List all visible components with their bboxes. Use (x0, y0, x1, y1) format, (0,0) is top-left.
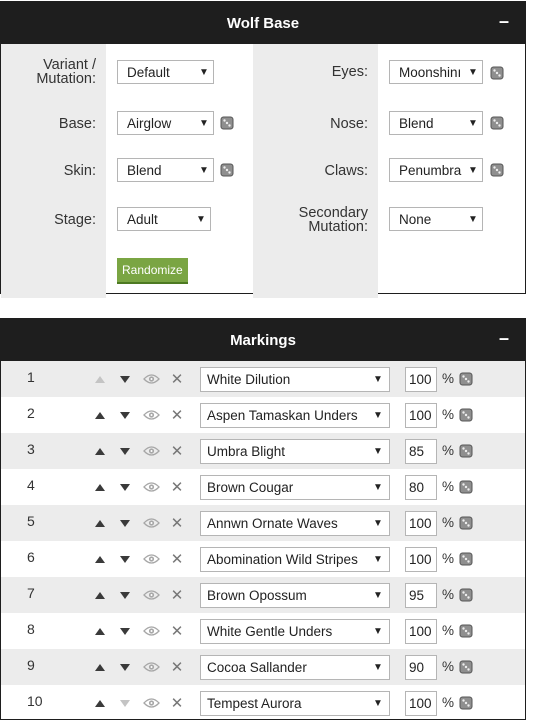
close-icon[interactable]: ✕ (170, 443, 184, 460)
marking-select[interactable] (200, 583, 390, 608)
marking-select-value: White Dilution (207, 372, 291, 387)
dropdown-arrow-icon: ▼ (199, 117, 209, 129)
claws-cell (378, 147, 525, 194)
marking-row (1, 541, 525, 577)
dropdown-arrow-icon: ▼ (468, 164, 478, 176)
empty-cell (253, 246, 378, 298)
marking-select-value: Umbra Blight (207, 444, 286, 459)
base-select[interactable] (117, 111, 214, 135)
secondary-mutation-select[interactable] (389, 207, 483, 231)
marking-select-value: Annwn Ornate Waves (207, 516, 338, 531)
marking-select-value: Cocoa Sallander (207, 660, 307, 675)
marking-row (1, 361, 525, 397)
dice-icon[interactable] (459, 480, 473, 494)
secondary-mutation-select-value: None (399, 211, 432, 227)
marking-select[interactable] (200, 511, 390, 536)
dice-icon[interactable] (459, 624, 473, 638)
move-up-icon[interactable] (90, 685, 110, 721)
percent-sign: % (442, 371, 455, 386)
stage-cell (106, 194, 253, 246)
nose-select-value: Blend (399, 115, 434, 131)
move-down-icon[interactable] (115, 541, 135, 577)
move-up-icon[interactable] (90, 613, 110, 649)
move-up-icon[interactable] (90, 505, 110, 541)
skin-label: Skin: (1, 147, 106, 194)
marking-number: 1 (27, 369, 35, 385)
markings-panel (0, 318, 526, 720)
move-down-icon[interactable] (115, 397, 135, 433)
wolf-base-grid (1, 44, 525, 298)
nose-label: Nose: (253, 100, 378, 147)
marking-select[interactable] (200, 691, 390, 716)
move-up-icon[interactable] (90, 469, 110, 505)
marking-row (1, 433, 525, 469)
randomize-button[interactable]: Randomize (117, 258, 188, 284)
dice-icon[interactable] (459, 696, 473, 710)
dice-icon[interactable] (220, 116, 234, 130)
marking-select-value: Tempest Aurora (207, 696, 302, 711)
close-icon[interactable]: ✕ (170, 695, 184, 712)
marking-opacity-input[interactable]: 85 (405, 439, 437, 464)
close-icon[interactable]: ✕ (170, 371, 184, 388)
percent-sign: % (442, 407, 455, 422)
move-down-icon[interactable] (115, 613, 135, 649)
dropdown-arrow-icon: ▼ (373, 482, 383, 493)
dropdown-arrow-icon: ▼ (468, 213, 478, 225)
dice-icon[interactable] (459, 516, 473, 530)
move-up-icon[interactable] (90, 577, 110, 613)
marking-row (1, 685, 525, 721)
marking-number: 4 (27, 477, 35, 493)
move-down-icon[interactable] (115, 361, 135, 397)
eye-icon[interactable] (141, 361, 161, 397)
close-icon[interactable]: ✕ (170, 407, 184, 424)
close-icon[interactable]: ✕ (170, 551, 184, 568)
wolf-base-row (1, 44, 525, 100)
stage-label: Stage: (1, 194, 106, 246)
variant-label: Variant / Mutation: (1, 44, 106, 100)
dice-icon[interactable] (459, 588, 473, 602)
wolf-base-header[interactable] (1, 2, 525, 44)
marking-opacity-input[interactable]: 100 (405, 691, 437, 716)
dice-icon[interactable] (490, 163, 504, 177)
marking-row (1, 469, 525, 505)
skin-cell (106, 147, 253, 194)
marking-row (1, 505, 525, 541)
dropdown-arrow-icon: ▼ (468, 117, 478, 129)
marking-select-value: Abomination Wild Stripes (207, 552, 358, 567)
empty-cell (378, 246, 525, 298)
skin-select[interactable] (117, 158, 214, 182)
base-label: Base: (1, 100, 106, 147)
wolf-base-collapse-button[interactable]: – (498, 11, 509, 31)
base-select-value: Airglow (127, 115, 172, 131)
marking-opacity-input[interactable]: 100 (405, 511, 437, 536)
move-up-icon[interactable] (90, 433, 110, 469)
eye-icon[interactable] (141, 577, 161, 613)
eye-icon[interactable] (141, 685, 161, 721)
dice-icon[interactable] (220, 163, 234, 177)
move-up-icon[interactable] (90, 649, 110, 685)
marking-opacity-input[interactable]: 100 (405, 547, 437, 572)
eyes-cell (378, 44, 525, 100)
dice-icon[interactable] (490, 116, 504, 130)
move-up-icon[interactable] (90, 397, 110, 433)
randomize-cell (106, 246, 253, 298)
variant-select-value: Default (127, 64, 170, 80)
skin-select-value: Blend (127, 162, 162, 178)
marking-row (1, 613, 525, 649)
dropdown-arrow-icon: ▼ (373, 446, 383, 457)
dropdown-arrow-icon: ▼ (199, 66, 209, 78)
markings-collapse-button[interactable]: – (498, 328, 509, 348)
dropdown-arrow-icon: ▼ (373, 554, 383, 565)
eye-icon[interactable] (141, 649, 161, 685)
move-down-icon[interactable] (115, 685, 135, 721)
base-cell (106, 100, 253, 147)
marking-number: 8 (27, 621, 35, 637)
marking-select-value: Brown Opossum (207, 588, 307, 603)
dropdown-arrow-icon: ▼ (468, 66, 478, 78)
marking-row (1, 577, 525, 613)
dropdown-arrow-icon: ▼ (199, 164, 209, 176)
wolf-base-title: Wolf Base (226, 14, 300, 32)
move-down-icon[interactable] (115, 577, 135, 613)
close-icon[interactable]: ✕ (170, 623, 184, 640)
dropdown-arrow-icon: ▼ (373, 698, 383, 709)
marking-select[interactable] (200, 655, 390, 680)
percent-sign: % (442, 659, 455, 674)
marking-select[interactable] (200, 367, 390, 392)
wolf-base-panel (0, 1, 526, 294)
marking-opacity-input[interactable]: 100 (405, 619, 437, 644)
marking-select-value: White Gentle Unders (207, 624, 333, 639)
close-icon[interactable]: ✕ (170, 587, 184, 604)
marking-select[interactable] (200, 619, 390, 644)
percent-sign: % (442, 587, 455, 602)
marking-select[interactable] (200, 439, 390, 464)
percent-sign: % (442, 695, 455, 710)
dropdown-arrow-icon: ▼ (196, 213, 206, 225)
marking-number: 6 (27, 549, 35, 565)
eyes-select[interactable] (389, 60, 483, 84)
eye-icon[interactable] (141, 505, 161, 541)
markings-title: Markings (230, 331, 296, 349)
dropdown-arrow-icon: ▼ (373, 626, 383, 637)
dropdown-arrow-icon: ▼ (373, 518, 383, 529)
close-icon[interactable]: ✕ (170, 515, 184, 532)
eye-icon[interactable] (141, 613, 161, 649)
secondary-mutation-cell (378, 194, 525, 246)
marking-opacity-input[interactable]: 90 (405, 655, 437, 680)
dice-icon[interactable] (459, 408, 473, 422)
move-down-icon[interactable] (115, 433, 135, 469)
wolf-base-row (1, 100, 525, 147)
marking-select[interactable] (200, 403, 390, 428)
dropdown-arrow-icon: ▼ (373, 662, 383, 673)
marking-number: 9 (27, 657, 35, 673)
eye-icon[interactable] (141, 541, 161, 577)
move-up-icon[interactable] (90, 541, 110, 577)
nose-cell (378, 100, 525, 147)
marking-select[interactable] (200, 547, 390, 572)
wolf-base-row (1, 246, 525, 298)
percent-sign: % (442, 443, 455, 458)
dice-icon[interactable] (459, 660, 473, 674)
wolf-base-row (1, 147, 525, 194)
variant-select[interactable] (117, 60, 214, 84)
empty-cell (1, 246, 106, 298)
marking-number: 10 (27, 693, 43, 709)
percent-sign: % (442, 551, 455, 566)
eye-icon[interactable] (141, 469, 161, 505)
move-down-icon[interactable] (115, 505, 135, 541)
marking-opacity-input[interactable]: 80 (405, 475, 437, 500)
dice-icon[interactable] (459, 444, 473, 458)
marking-select-value: Brown Cougar (207, 480, 294, 495)
wolf-base-row (1, 194, 525, 246)
eyes-select-value: Moonshinı (399, 64, 462, 80)
eye-icon[interactable] (141, 397, 161, 433)
close-icon[interactable]: ✕ (170, 659, 184, 676)
marking-number: 2 (27, 405, 35, 421)
dice-icon[interactable] (459, 552, 473, 566)
dropdown-arrow-icon: ▼ (373, 410, 383, 421)
markings-header[interactable] (1, 319, 525, 361)
variant-cell (106, 44, 253, 100)
stage-select[interactable] (117, 207, 211, 231)
stage-select-value: Adult (127, 211, 158, 227)
percent-sign: % (442, 479, 455, 494)
marking-row (1, 397, 525, 433)
marking-opacity-input[interactable]: 95 (405, 583, 437, 608)
marking-opacity-input[interactable]: 100 (405, 403, 437, 428)
marking-number: 5 (27, 513, 35, 529)
move-up-icon[interactable] (90, 361, 110, 397)
eye-icon[interactable] (141, 433, 161, 469)
secondary-mutation-label: Secondary Mutation: (253, 194, 378, 246)
close-icon[interactable]: ✕ (170, 479, 184, 496)
marking-opacity-input[interactable]: 100 (405, 367, 437, 392)
dropdown-arrow-icon: ▼ (373, 374, 383, 385)
dice-icon[interactable] (459, 372, 473, 386)
marking-select-value: Aspen Tamaskan Unders (207, 408, 358, 423)
marking-select[interactable] (200, 475, 390, 500)
claws-select[interactable] (389, 158, 483, 182)
dropdown-arrow-icon: ▼ (373, 590, 383, 601)
move-down-icon[interactable] (115, 469, 135, 505)
percent-sign: % (442, 515, 455, 530)
move-down-icon[interactable] (115, 649, 135, 685)
marking-row (1, 649, 525, 685)
claws-select-value: Penumbra (399, 162, 462, 178)
percent-sign: % (442, 623, 455, 638)
marking-number: 3 (27, 441, 35, 457)
dice-icon[interactable] (490, 66, 504, 80)
claws-label: Claws: (253, 147, 378, 194)
nose-select[interactable] (389, 111, 483, 135)
eyes-label: Eyes: (253, 44, 378, 100)
marking-number: 7 (27, 585, 35, 601)
